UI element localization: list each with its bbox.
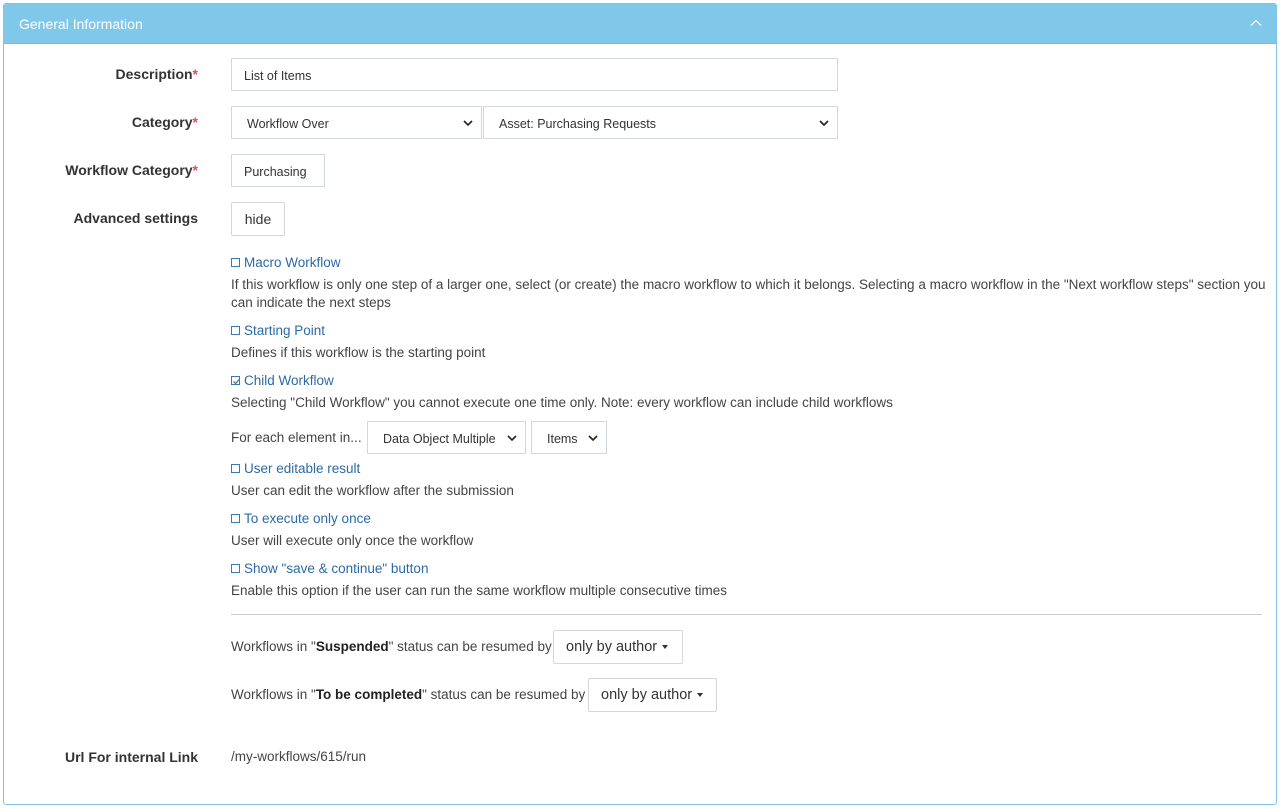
suspended-status: Suspended <box>315 639 389 654</box>
execute-once-checkbox[interactable] <box>231 514 240 523</box>
child-workflow-help: Selecting "Child Workflow" you cannot execute one time only. Note: every workflow can include child workflows <box>231 395 893 410</box>
to-be-completed-status: To be completed <box>315 687 423 702</box>
to-be-completed-resume-dropdown[interactable] <box>588 678 717 712</box>
workflow-category-label: Workflow Category* <box>65 162 198 178</box>
suspended-resume-dropdown[interactable] <box>553 630 683 664</box>
caret-down-icon <box>697 693 703 697</box>
macro-workflow-option[interactable] <box>231 254 341 270</box>
macro-workflow-label[interactable]: Macro Workflow <box>244 254 341 270</box>
save-continue-help: Enable this option if the user can run the same workflow multiple consecutive times <box>231 583 727 598</box>
category-select-value: Workflow Over <box>247 117 329 131</box>
url-label: Url For internal Link <box>64 749 198 765</box>
category-type-value: Asset: Purchasing Requests <box>499 117 657 131</box>
starting-point-option[interactable] <box>231 322 325 338</box>
starting-point-help: Defines if this workflow is the starting point <box>231 345 486 360</box>
macro-workflow-checkbox[interactable] <box>231 258 240 267</box>
workflow-category-value: Purchasing <box>244 165 307 179</box>
for-each-items-select[interactable] <box>531 421 607 454</box>
starting-point-label[interactable]: Starting Point <box>244 322 326 338</box>
chevron-down-icon <box>507 434 517 442</box>
user-editable-label[interactable]: User editable result <box>244 460 361 476</box>
hide-advanced-button[interactable]: hide <box>231 202 285 236</box>
category-type-select[interactable] <box>483 106 838 139</box>
workflow-category-input[interactable] <box>231 154 325 187</box>
chevron-down-icon <box>819 119 829 127</box>
user-editable-help: User can edit the workflow after the submission <box>231 483 514 498</box>
panel-title: General Information <box>19 16 143 32</box>
macro-workflow-help-line2: can indicate the next steps <box>231 295 391 310</box>
description-input[interactable] <box>231 58 838 91</box>
starting-point-checkbox[interactable] <box>231 326 240 335</box>
child-workflow-option[interactable] <box>231 372 334 388</box>
execute-once-help: User will execute only once the workflow <box>231 533 474 548</box>
save-continue-option[interactable] <box>231 560 428 576</box>
chevron-down-icon <box>463 119 473 127</box>
child-workflow-label[interactable]: Child Workflow <box>244 372 334 388</box>
suspended-resume-value: only by author <box>566 639 658 655</box>
for-each-data-value: Data Object Multiple <box>383 432 496 446</box>
execute-once-label[interactable]: To execute only once <box>244 510 371 526</box>
for-each-items-value: Items <box>547 432 578 446</box>
chevron-up-icon[interactable] <box>1250 17 1262 29</box>
to-be-completed-resume-text: Workflows in "To be completed" status can be resumed by <box>231 687 586 702</box>
check-icon <box>231 376 242 387</box>
to-be-completed-resume-value: only by author <box>601 687 693 703</box>
chevron-down-icon <box>588 434 598 442</box>
category-select[interactable] <box>231 106 482 139</box>
category-label: Category* <box>131 114 198 130</box>
user-editable-checkbox[interactable] <box>231 464 240 473</box>
panel-header[interactable] <box>4 4 1276 44</box>
caret-down-icon <box>662 645 668 649</box>
for-each-label: For each element in... <box>231 430 362 445</box>
save-continue-checkbox[interactable] <box>231 564 240 573</box>
user-editable-option[interactable] <box>231 460 360 476</box>
for-each-data-select[interactable] <box>367 421 526 454</box>
macro-workflow-help-line1: If this workflow is only one step of a larger one, select (or create) the macro workflow to which it belongs. Selecting a macro workflow in the "Next workflow steps" section you <box>231 277 1266 292</box>
execute-once-option[interactable] <box>231 510 371 526</box>
save-continue-label[interactable]: Show "save & continue" button <box>244 560 429 576</box>
suspended-resume-text: Workflows in "Suspended" status can be resumed by <box>231 639 552 654</box>
divider <box>231 614 1262 615</box>
url-value: /my-workflows/615/run <box>231 749 367 764</box>
advanced-settings-label: Advanced settings <box>73 210 198 226</box>
description-label: Description* <box>115 66 198 82</box>
child-workflow-checkbox[interactable] <box>231 376 240 385</box>
description-value: List of Items <box>244 69 312 83</box>
